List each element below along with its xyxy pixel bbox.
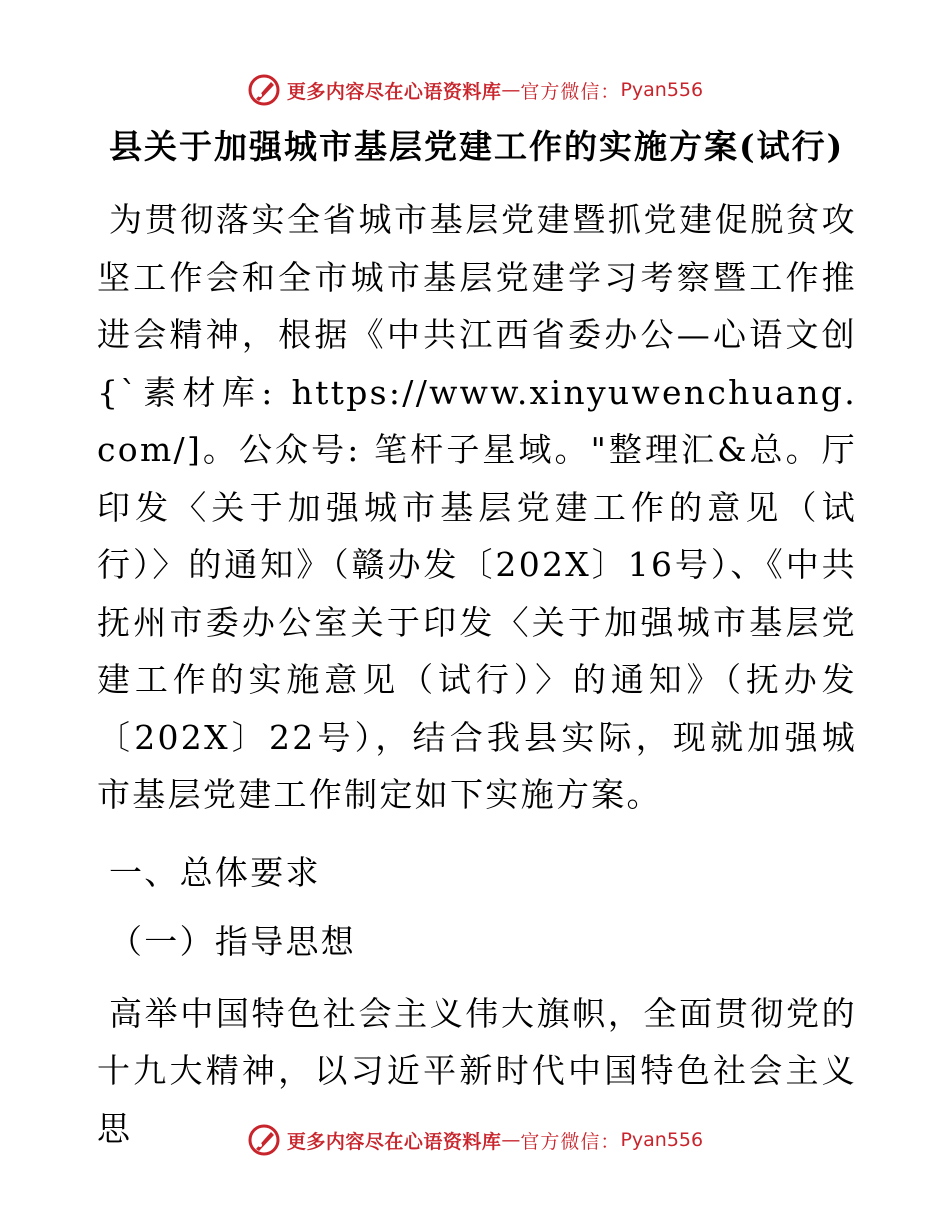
banner-wechat-label: 官方微信： xyxy=(520,80,621,103)
banner-wechat-id: Pyan556 xyxy=(620,1129,704,1151)
pen-nib-logo-icon xyxy=(247,73,281,107)
header-banner xyxy=(0,70,950,110)
guiding-ideology-paragraph: 高举中国特色社会主义伟大旗帜，全面贯彻党的十九大精神，以习近平新时代中国特色社会主义思 xyxy=(97,993,857,1148)
banner-wechat-label: 官方微信： xyxy=(520,1130,621,1153)
pen-nib-logo-icon xyxy=(247,1123,281,1157)
banner-brand-text: 更多内容尽在心语资料库 xyxy=(286,80,502,103)
document-title: 县关于加强城市基层党建工作的实施方案(试行) xyxy=(109,127,845,166)
section-heading: 一、总体要求 xyxy=(109,852,321,892)
banner-wechat-id: Pyan556 xyxy=(620,79,704,101)
intro-paragraph: 为贯彻落实全省城市基层党建暨抓党建促脱贫攻坚工作会和全市城市基层党建学习考察暨工作推进会精神，根据《中共江西省委办公—心语文创{`素材库: https://www.xinyuwenchuang.com/]。公众号: 笔杆子星域。"整理汇&总。厅印发〈关于加强城市基层党建工作的意见（试行）〉的通知》（赣办发〔202X〕16号）、《中共抚州市委办公室关于印发〈关于加强城市基层党建工作的实施意见（试行）〉的通知》（抚办发〔202X〕22号），结合我县实际，现就加强城市基层党建工作制定如下实施方案。 xyxy=(97,200,857,814)
banner-brand-text: 更多内容尽在心语资料库 xyxy=(286,1130,502,1153)
footer-banner xyxy=(0,1120,950,1160)
banner-dash: — xyxy=(501,1129,521,1151)
banner-dash: — xyxy=(501,79,521,101)
document-body xyxy=(97,125,857,1157)
subsection-heading: （一）指导思想 xyxy=(109,922,357,961)
